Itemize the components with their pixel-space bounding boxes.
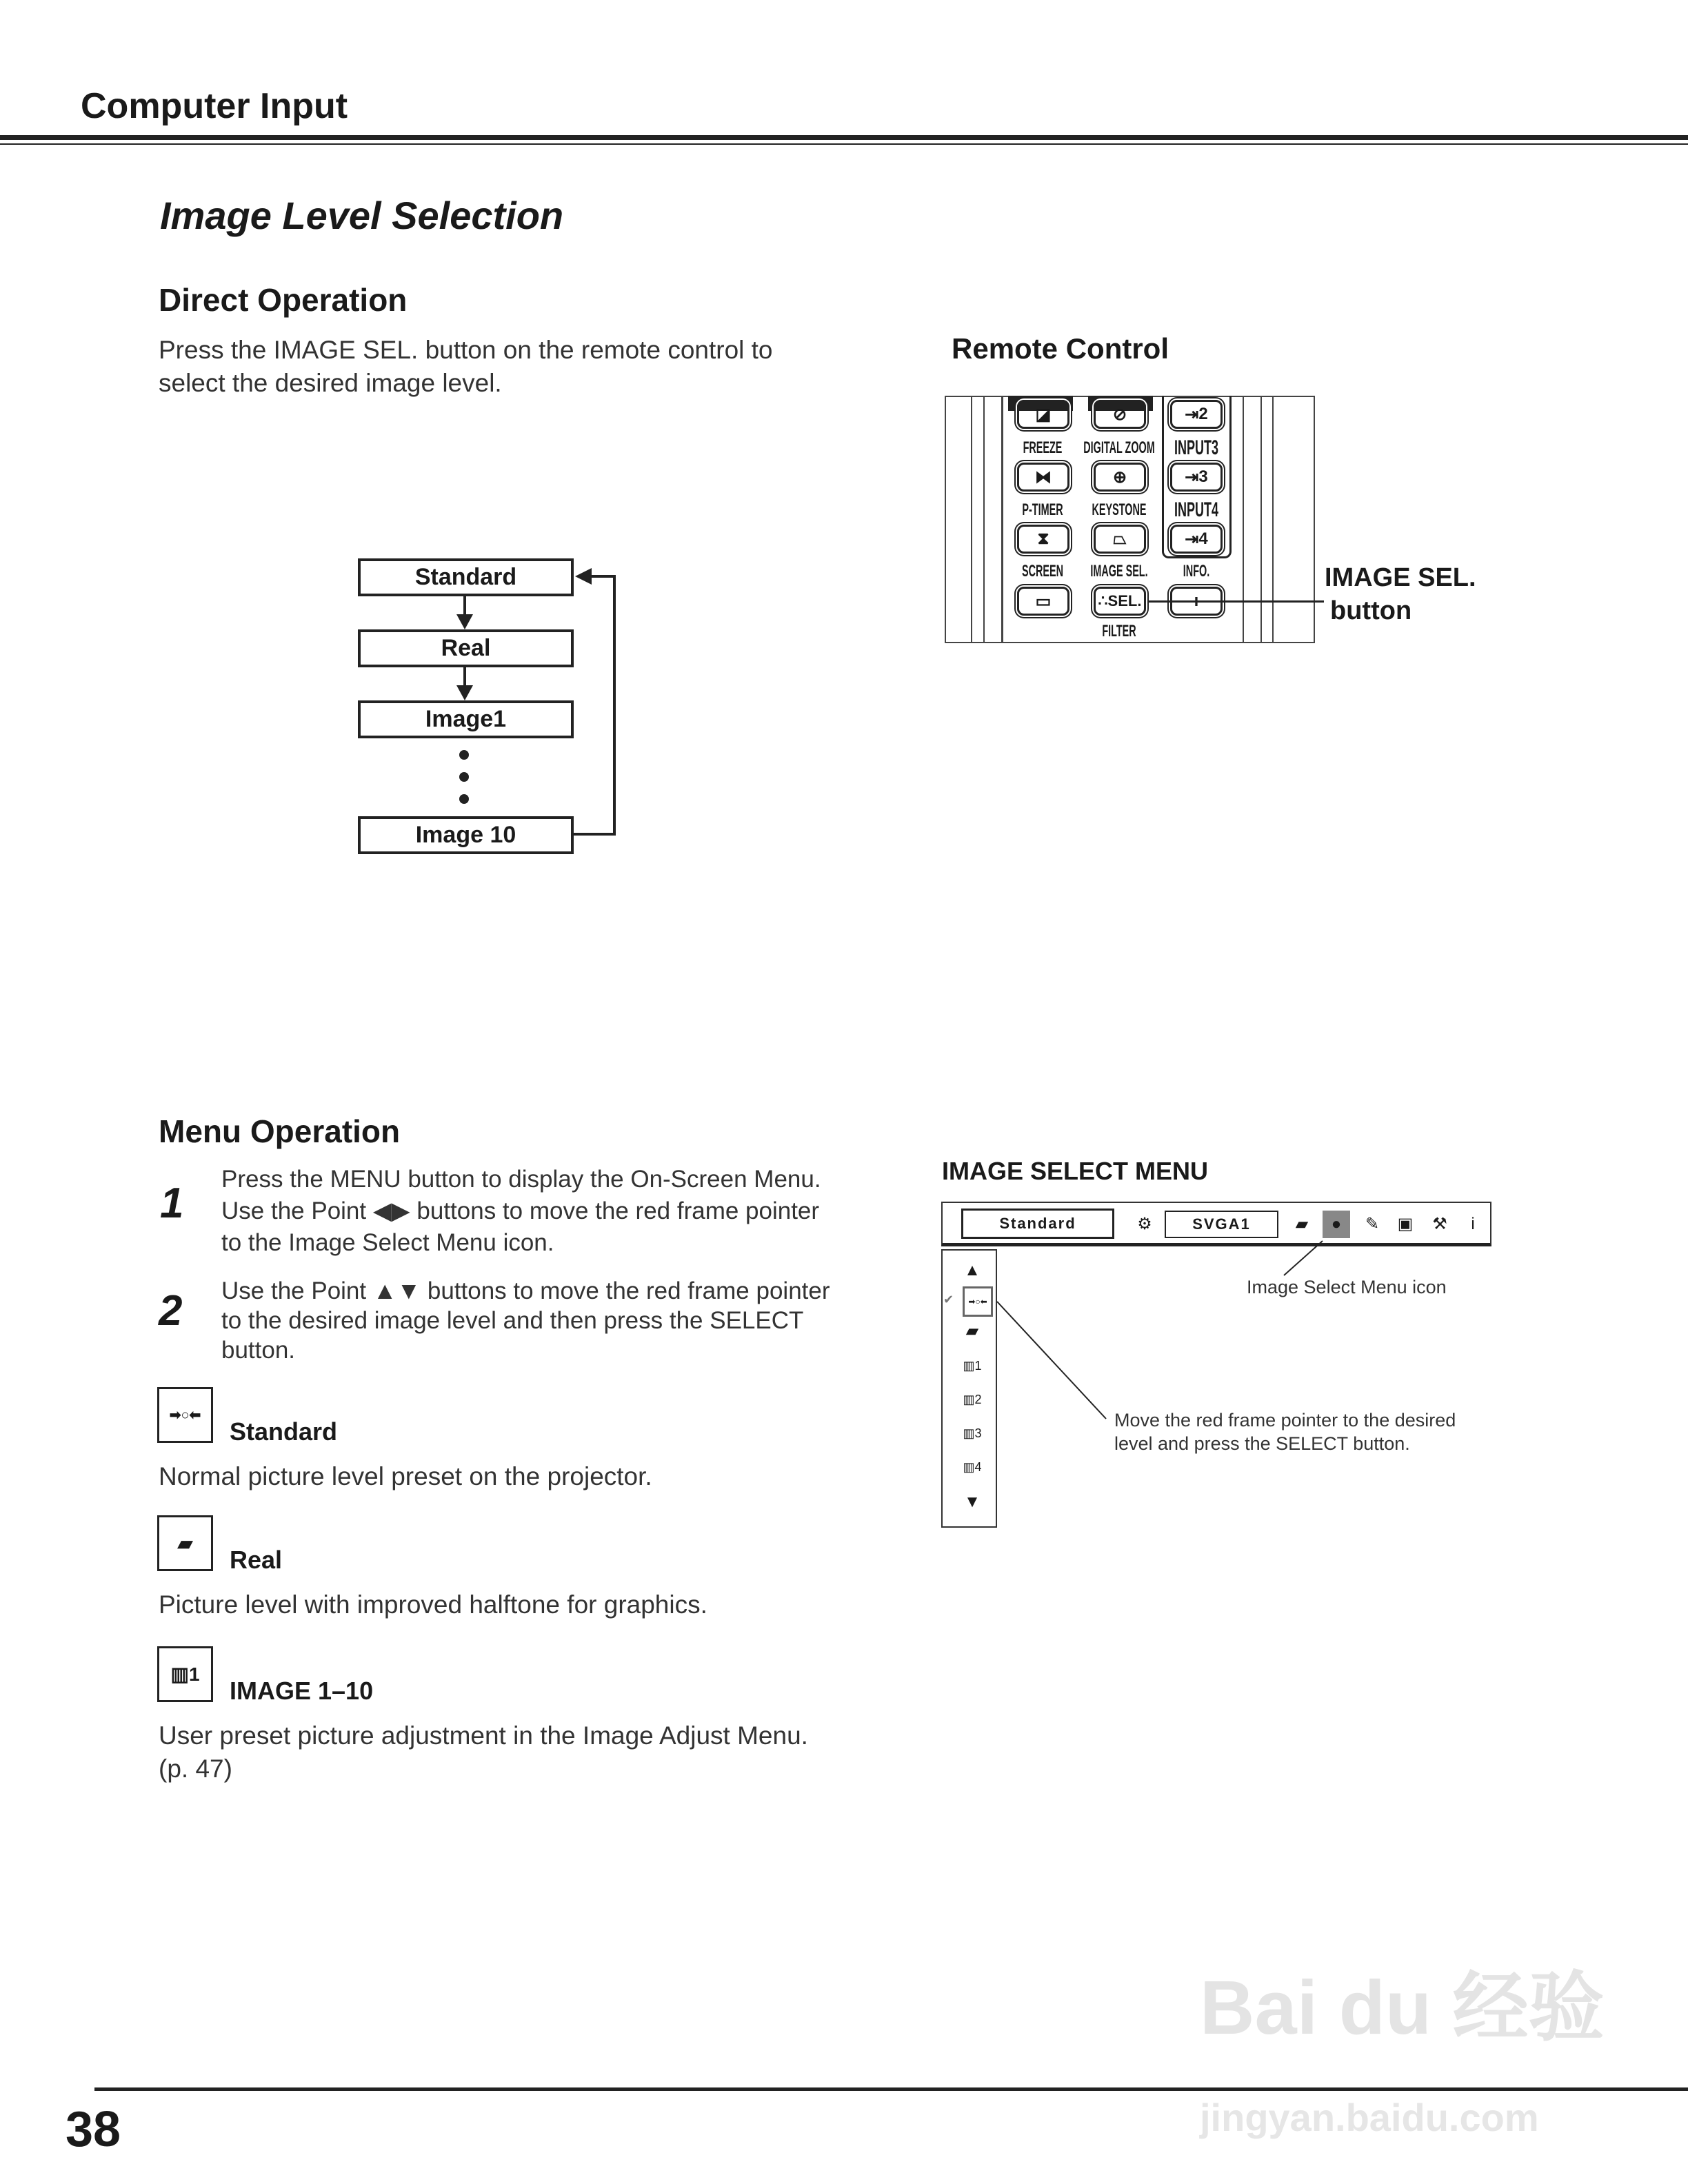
key-label: 2 — [1198, 405, 1208, 423]
note-move: level and press the SELECT button. — [1114, 1433, 1410, 1454]
laptop-icon: ▰ — [157, 1515, 213, 1571]
remote-label: SCREEN — [1021, 562, 1064, 580]
input4-button: ⇥ 4 — [1170, 525, 1223, 554]
magnify-icon: ⊕ — [1094, 463, 1146, 492]
icon-num: 1 — [974, 1359, 982, 1373]
page-number: 38 — [66, 2102, 121, 2157]
image-preset-icon: ▥ 1 — [157, 1646, 213, 1702]
step-text: Press the MENU button to display the On-Screen Menu. — [221, 1166, 821, 1193]
remote-label: DIGITAL ZOOM — [1083, 438, 1155, 457]
item-desc: User preset picture adjustment in the Image Adjust Menu. — [159, 1721, 808, 1750]
flow-image1: Image1 — [358, 700, 574, 738]
section-title: Computer Input — [81, 86, 348, 126]
osd-heading: IMAGE SELECT MENU — [942, 1157, 1209, 1185]
flow-standard: Standard — [358, 558, 574, 596]
callout-label: IMAGE SEL. — [1325, 563, 1476, 592]
computer-icon: ▰ — [1295, 1215, 1309, 1233]
icon-num: 2 — [974, 1393, 982, 1406]
down-arrow-icon: ▼ — [964, 1493, 981, 1511]
direct-text: Press the IMAGE SEL. button on the remote control to — [159, 336, 773, 364]
image-select-menu-icon: ● — [1323, 1211, 1350, 1238]
step-text: to the Image Select Menu icon. — [221, 1229, 554, 1256]
remote-label: INPUT4 — [1174, 498, 1219, 521]
freeze-button: ◪ — [1017, 400, 1069, 429]
remote-label: FILTER — [1102, 622, 1136, 640]
menu-heading: Menu Operation — [159, 1113, 401, 1149]
input3-button: ⇥ 3 — [1170, 463, 1223, 492]
input-icon: ⚙ — [1137, 1215, 1152, 1233]
check-icon: ✔ — [943, 1293, 954, 1306]
item-label: Real — [230, 1546, 283, 1574]
step-text: button. — [221, 1337, 296, 1364]
watermark-url: jingyan.baidu.com — [1200, 2096, 1539, 2139]
step-number: 1 — [160, 1180, 184, 1227]
step-text: Use the Point ▲▼ buttons to move the red frame pointer — [221, 1277, 830, 1304]
up-arrow-icon: ▲ — [964, 1261, 981, 1280]
watermark: Bai du 经验 — [1200, 1965, 1605, 2050]
remote-heading: Remote Control — [952, 332, 1169, 365]
screen-icon: ▭ — [1017, 587, 1069, 616]
key-label: SEL. — [1107, 592, 1142, 609]
remote-label: INPUT3 — [1174, 436, 1219, 459]
step-number: 2 — [159, 1287, 183, 1335]
footer-rule — [94, 2087, 1688, 2091]
flow-real: Real — [358, 629, 574, 667]
direct-text: select the desired image level. — [159, 369, 502, 397]
note-move: Move the red frame pointer to the desired — [1114, 1410, 1456, 1430]
image3-icon: ▥3 — [963, 1426, 982, 1440]
image2-icon: ▥2 — [963, 1393, 982, 1406]
remote-label: FREEZE — [1023, 438, 1063, 457]
note-icon-label: Image Select Menu icon — [1247, 1277, 1447, 1297]
image-adjust-icon: ✎ — [1365, 1215, 1380, 1233]
osd-mode-box: Standard — [961, 1209, 1114, 1239]
item-label: IMAGE 1–10 — [230, 1677, 374, 1705]
key-label: 4 — [1198, 529, 1208, 548]
setting-icon: ⚒ — [1432, 1215, 1447, 1233]
step-text: Use the Point ◀▶ buttons to move the red frame pointer — [221, 1197, 820, 1224]
input2-button: ⇥ 2 — [1170, 400, 1223, 429]
remote-label: IMAGE SEL. — [1090, 562, 1148, 580]
p-timer-button: ⧓ — [1017, 463, 1069, 492]
item-desc: Picture level with improved halftone for graphics. — [159, 1590, 707, 1619]
flow-image10: Image 10 — [358, 816, 574, 854]
item-desc: Normal picture level preset on the projector. — [159, 1462, 652, 1490]
item-desc: (p. 47) — [159, 1755, 232, 1783]
info-icon: i — [1471, 1215, 1475, 1233]
page-title: Image Level Selection — [160, 194, 564, 237]
icon-num: 3 — [974, 1426, 982, 1440]
standard-icon: ➡○⬅ — [157, 1387, 213, 1443]
key-label: 3 — [1198, 467, 1208, 486]
callout-label: button — [1330, 596, 1412, 625]
remote-label: INFO. — [1183, 562, 1210, 580]
image4-icon: ▥4 — [963, 1460, 982, 1474]
remote-label: KEYSTONE — [1092, 501, 1147, 519]
icon-num: 1 — [188, 1663, 200, 1685]
hourglass-icon: ⧗ — [1017, 525, 1069, 554]
laptop-icon: ▰ — [965, 1322, 979, 1340]
step-text: to the desired image level and then press the SELECT — [221, 1307, 804, 1334]
screen-icon: ▣ — [1397, 1215, 1414, 1233]
icon-num: 4 — [974, 1460, 982, 1474]
image1-icon: ▥1 — [963, 1359, 982, 1373]
remote-label: P-TIMER — [1022, 501, 1063, 519]
item-label: Standard — [230, 1417, 338, 1446]
osd-signal-box: SVGA1 — [1165, 1211, 1278, 1238]
direct-heading: Direct Operation — [159, 282, 408, 318]
keystone-icon: ⏢ — [1094, 525, 1146, 554]
standard-icon-selected: ➡○⬅ — [963, 1286, 993, 1317]
image-sel-button: ∴ SEL. — [1094, 587, 1146, 616]
digital-zoom-button: ⊘ — [1094, 400, 1146, 429]
